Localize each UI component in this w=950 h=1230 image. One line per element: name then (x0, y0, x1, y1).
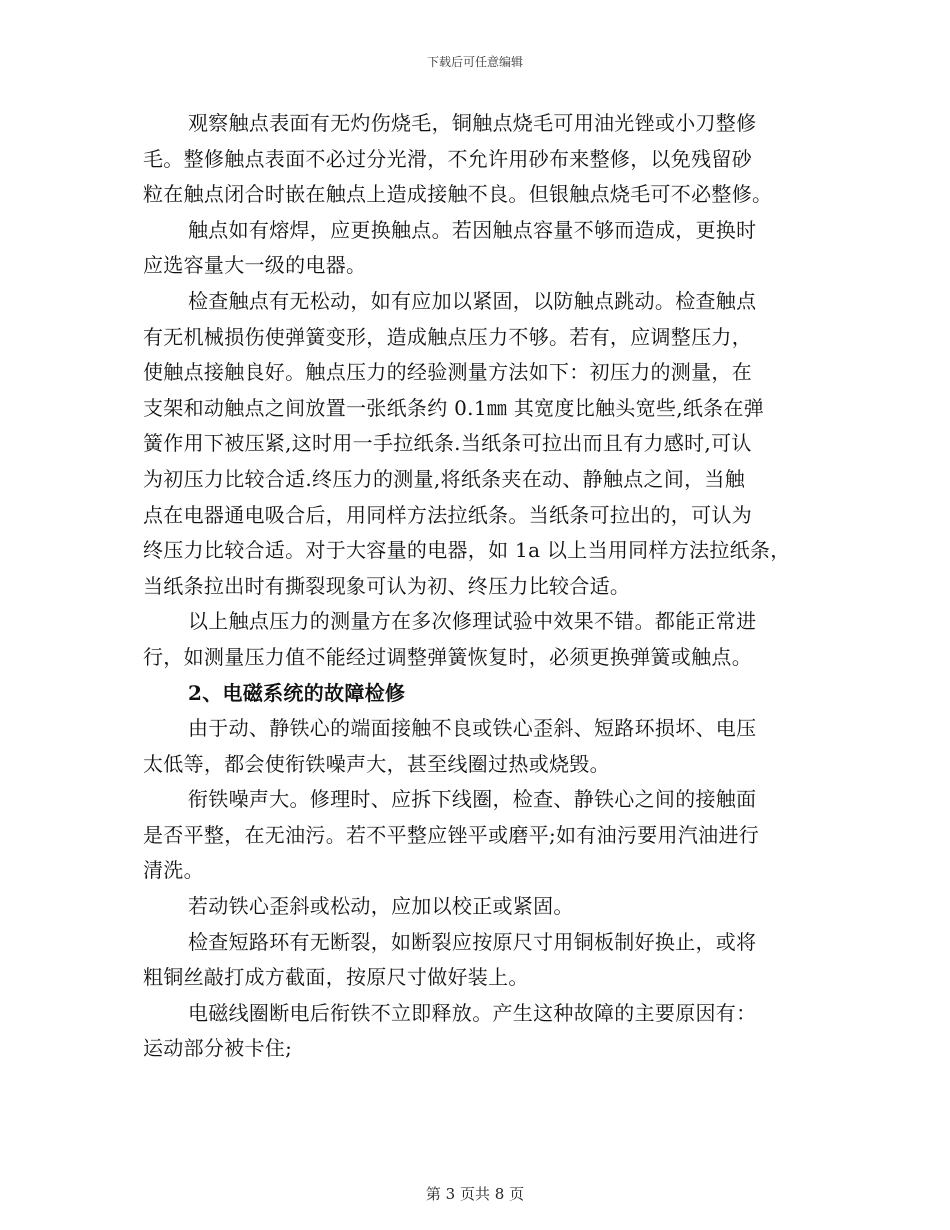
text-line: 有无机械损伤使弹簧变形，造成触点压力不够。若有，应调整压力， (143, 324, 752, 349)
text-line: 点在电器通电吸合后，用同样方法拉纸条。当纸条可拉出的，可认为 (143, 502, 752, 527)
document-body (143, 106, 815, 1067)
page-header: 下载后可任意编辑 (426, 55, 523, 69)
text-line: 终压力比较合适。对于大容量的电器，如 1a 以上当用同样方法拉纸条， (143, 538, 791, 563)
text-line: 当纸条拉出时有撕裂现象可认为初、终压力比较合适。 (143, 573, 631, 598)
text-line: 行，如测量压力值不能经过调整弹簧恢复时，必须更换弹簧或触点。 (143, 644, 752, 669)
text-line: 使触点接触良好。触点压力的经验测量方法如下：初压力的测量，在 (143, 360, 752, 385)
text-line: 是否平整，在无油污。若不平整应锉平或磨平;如有油污要用汽油进行 (143, 822, 760, 847)
text-line: 太低等，都会使衔铁噪声大，甚至线圈过热或烧毁。 (143, 751, 610, 776)
text-line: 运动部分被卡住; (143, 1036, 293, 1061)
text-line: 清洗。 (143, 858, 204, 883)
page-footer: 第 3 页共 8 页 (425, 1185, 525, 1203)
text-line: 以上触点压力的测量方在多次修理试验中效果不错。都能正常进 (188, 609, 757, 634)
text-line: 簧作用下被压紧,这时用一手拉纸条.当纸条可拉出而且有力感时,可认 (143, 431, 752, 456)
text-line: 为初压力比较合适.终压力的测量,将纸条夹在动、静触点之间，当触 (143, 466, 746, 491)
section-heading: 2、电磁系统的故障检修 (188, 680, 406, 705)
text-line: 由于动、静铁心的端面接触不良或铁心歪斜、短路环损坏、电压 (188, 716, 757, 741)
text-line: 应选容量大一级的电器。 (143, 253, 367, 278)
text-line: 检查触点有无松动，如有应加以紧固，以防触点跳动。检查触点 (188, 288, 757, 313)
text-line: 衔铁噪声大。修理时、应拆下线圈，检查、静铁心之间的接触面 (188, 787, 757, 812)
text-line: 毛。整修触点表面不必过分光滑，不允许用砂布来整修，以免残留砂 (143, 146, 752, 171)
text-line: 粗铜丝敲打成方截面，按原尺寸做好装上。 (143, 965, 529, 990)
text-line: 粒在触点闭合时嵌在触点上造成接触不良。但银触点烧毛可不必整修。 (143, 182, 773, 207)
text-line: 检查短路环有无断裂，如断裂应按原尺寸用铜板制好换止，或将 (188, 929, 757, 954)
text-line: 触点如有熔焊，应更换触点。若因触点容量不够而造成，更换时 (188, 217, 757, 242)
text-line: 支架和动触点之间放置一张纸条约 0.1㎜ 其宽度比触头宽些,纸条在弹 (143, 395, 765, 420)
text-line: 观察触点表面有无灼伤烧毛，铜触点烧毛可用油光锉或小刀整修 (188, 111, 757, 135)
text-line: 若动铁心歪斜或松动，应加以校正或紧固。 (188, 894, 574, 919)
text-line: 电磁线圈断电后衔铁不立即释放。产生这种故障的主要原因有： (188, 1000, 757, 1025)
